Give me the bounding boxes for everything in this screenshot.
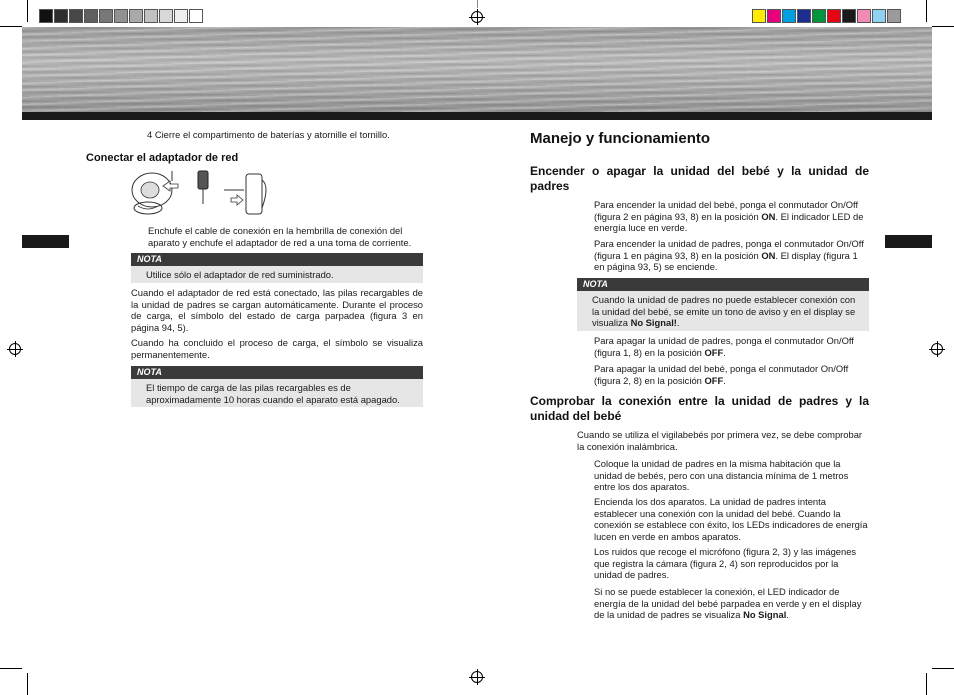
power-off-parent-text: Para apagar la unidad de padres, ponga el conmutador On/Off (figura 1, 8) en la posición bbox=[594, 335, 854, 358]
gray-swatch bbox=[189, 9, 203, 23]
gray-swatch bbox=[159, 9, 173, 23]
power-on-baby-text: Para encender la unidad del bebé, ponga el conmutador On/Off (figura 2 en página 93, 8) en la posición bbox=[594, 199, 859, 222]
gray-swatch bbox=[99, 9, 113, 23]
subsection-power: Encender o apagar la unidad del bebé y la unidad de padres bbox=[530, 164, 869, 193]
right-page-tab bbox=[885, 235, 932, 248]
off-keyword: OFF bbox=[704, 346, 724, 358]
note-3-text: Cuando la unidad de padres no puede establecer conexión con la unidad del bebé, se emite un tono de aviso y en el display se visualiza bbox=[592, 294, 856, 329]
gray-swatch bbox=[39, 9, 53, 23]
power-off-baby-text: Para apagar la unidad del bebé, ponga el conmutador On/Off (figura 2, 8) en la posición bbox=[594, 363, 849, 386]
check-step-4-text: Si no se puede establecer la conexión, el LED indicador de energía de la unidad del bebé parpadea en verde y en el display de la unidad de padres se visualiza bbox=[594, 586, 862, 621]
check-step-4 bbox=[594, 586, 869, 621]
check-step-1: Coloque la unidad de padres en la misma habitación que la unidad de bebés, pero con una distancia mínima de 1 metros entre los dos aparatos. bbox=[594, 458, 849, 493]
note-2-body: El tiempo de carga de las pilas recargables es de aproximadamente 10 horas cuando el aparato está apagado. bbox=[131, 379, 423, 407]
step-4-text: 4 Cierre el compartimento de baterías y atornille el tornillo. bbox=[147, 129, 390, 140]
color-swatch bbox=[767, 9, 781, 23]
power-on-parent-text: Para encender la unidad de padres, ponga el conmutador On/Off (figura 1 en página 93, 8) en la posición bbox=[594, 238, 864, 261]
check-step-3: Los ruidos que recoge el micrófono (figura 2, 3) y las imágenes que registra la cámara (figura 2, 4) son reproducidos por la unidad de padres. bbox=[594, 546, 857, 581]
color-swatch bbox=[872, 9, 886, 23]
on-keyword: ON bbox=[761, 210, 776, 222]
connection-intro: Cuando se utiliza el vigilabebés por primera vez, se debe comprobar la conexión inalámbrica. bbox=[577, 429, 863, 452]
gray-swatch bbox=[69, 9, 83, 23]
page-title: Manejo y funcionamiento bbox=[530, 130, 711, 147]
gray-swatch bbox=[114, 9, 128, 23]
adapter-caption: Enchufe el cable de conexión en la hembrilla de conexión del aparato y enchufe el adaptador de red a una toma de corriente. bbox=[148, 225, 412, 248]
power-on-parent-end: . El display (figura 1 en página 93, 5) se enciende. bbox=[594, 249, 858, 273]
note-1-body: Utilice sólo el adaptador de red suministrado. bbox=[131, 266, 423, 283]
registration-mark-top bbox=[471, 11, 483, 23]
check-step-4-end: . bbox=[786, 609, 789, 621]
power-off-parent-end: . bbox=[723, 346, 726, 358]
color-swatch bbox=[752, 9, 766, 23]
registration-mark-left bbox=[9, 343, 21, 355]
check-step-2: Encienda los dos aparatos. La unidad de padres intenta establecer una conexión con la unidad del bebé. Cuando la conexión se establece con éxito, los LEDs indicadores de energía lucen en verde en ambos aparatos. bbox=[594, 496, 868, 542]
gray-swatch bbox=[144, 9, 158, 23]
registration-mark-bottom bbox=[471, 671, 483, 683]
power-off-baby-end: . bbox=[723, 374, 726, 386]
registration-mark-right bbox=[931, 343, 943, 355]
power-off-parent-unit bbox=[594, 335, 869, 358]
left-page-tab bbox=[22, 235, 69, 248]
color-swatch bbox=[842, 9, 856, 23]
note-3-header: NOTA bbox=[577, 278, 869, 291]
gray-swatch bbox=[174, 9, 188, 23]
gray-swatch bbox=[129, 9, 143, 23]
note-1-header: NOTA bbox=[131, 253, 423, 266]
note-2-header: NOTA bbox=[131, 366, 423, 379]
color-swatch bbox=[812, 9, 826, 23]
gray-swatch bbox=[54, 9, 68, 23]
color-swatch bbox=[827, 9, 841, 23]
no-signal-keyword: No Signal bbox=[743, 609, 787, 621]
note-3-end: . bbox=[676, 317, 680, 329]
off-keyword: OFF bbox=[704, 374, 724, 386]
header-underline-bar bbox=[22, 112, 932, 120]
subsection-connection-check: Comprobar la conexión entre la unidad de padres y la unidad del bebé bbox=[530, 394, 869, 423]
color-swatch bbox=[887, 9, 901, 23]
brushed-metal-header bbox=[22, 27, 932, 112]
on-keyword: ON bbox=[761, 249, 776, 261]
color-swatch bbox=[782, 9, 796, 23]
section-title-adapter: Conectar el adaptador de red bbox=[86, 152, 239, 164]
charging-done-paragraph: Cuando ha concluido el proceso de carga, el símbolo se visualiza permanentemente. bbox=[131, 337, 423, 360]
power-off-baby-unit bbox=[594, 363, 869, 386]
power-on-parent-unit bbox=[594, 238, 869, 273]
power-on-baby-unit bbox=[594, 199, 869, 234]
charging-paragraph: Cuando el adaptador de red está conectado, las pilas recargables de la unidad de padres se cargan automáticamente. Durante el proceso de carga, el símbolo del estado de carga parpadea (figura 3 en página 94, 5). bbox=[131, 287, 423, 333]
power-adapter-diagram bbox=[128, 166, 273, 218]
note-3-body bbox=[577, 291, 869, 331]
color-swatch bbox=[857, 9, 871, 23]
color-swatch bbox=[797, 9, 811, 23]
adapter-illustration bbox=[128, 166, 273, 218]
gray-swatch bbox=[84, 9, 98, 23]
power-on-baby-end: . El indicador LED de energía luce en verde. bbox=[594, 210, 864, 234]
no-signal-keyword: No Signal! bbox=[630, 317, 677, 329]
